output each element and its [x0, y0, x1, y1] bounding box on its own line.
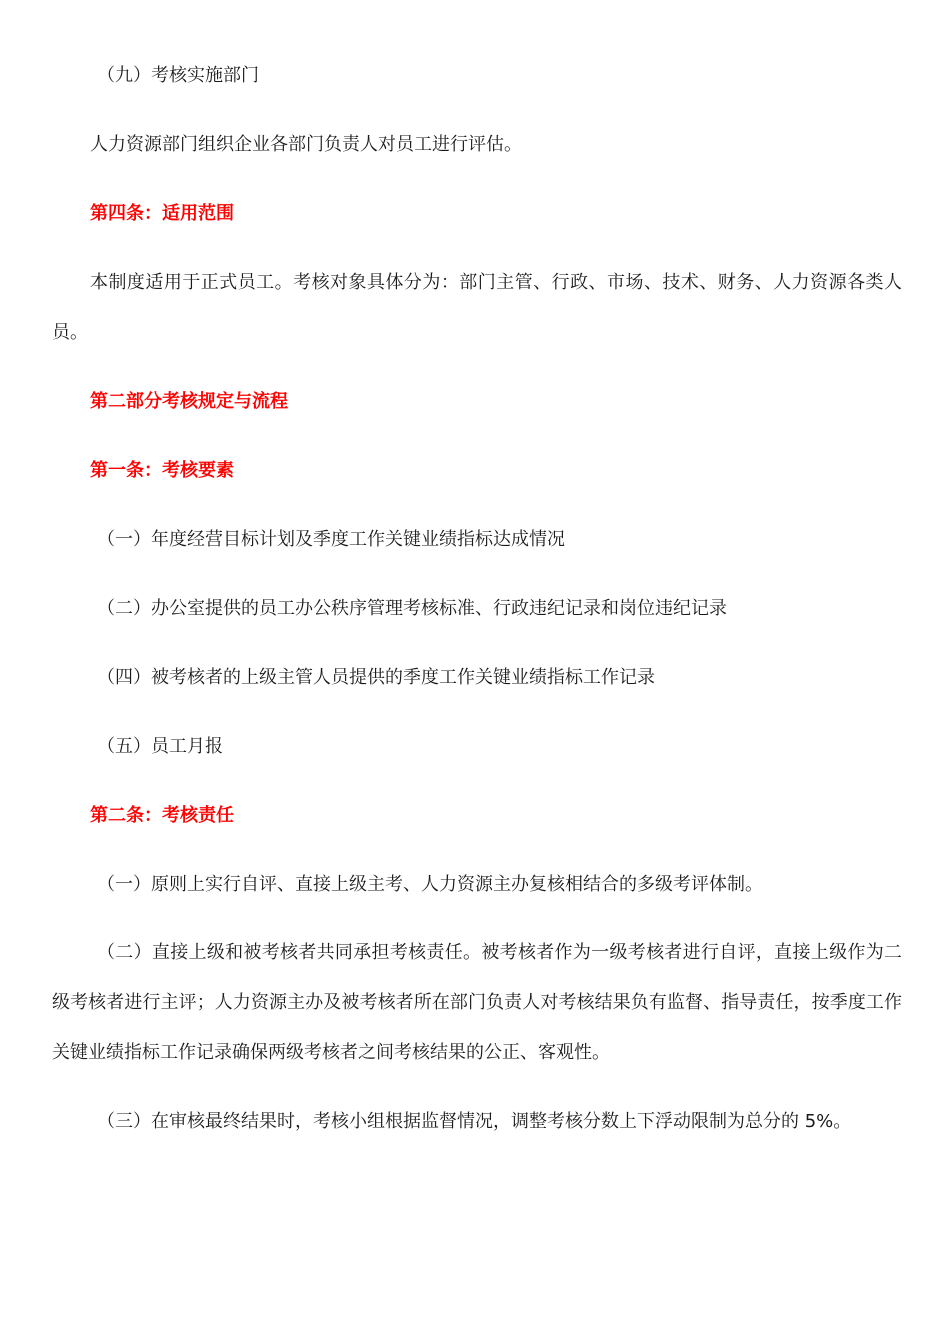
paragraph-hr-assessment: 人力资源部门组织企业各部门负责人对员工进行评估。 [90, 134, 522, 155]
element-item-five: （五）员工月报 [97, 736, 223, 757]
heading-article-two-responsibility: 第二条：考核责任 [90, 805, 234, 826]
heading-part-two: 第二部分考核规定与流程 [90, 391, 288, 412]
paragraph-scope: 本制度适用于正式员工。考核对象具体分为：部门主管、行政、市场、技术、财务、人力资源各类人员。 [52, 272, 902, 343]
responsibility-item-three: （三）在审核最终结果时，考核小组根据监督情况，调整考核分数上下浮动限制为总分的 5%。 [97, 1111, 852, 1132]
element-item-four: （四）被考核者的上级主管人员提供的季度工作关键业绩指标工作记录 [97, 667, 655, 688]
heading-article-one-elements: 第一条：考核要素 [90, 460, 234, 481]
item-nine-implementing-dept: （九）考核实施部门 [97, 65, 259, 86]
element-item-one: （一）年度经营目标计划及季度工作关键业绩指标达成情况 [97, 529, 565, 550]
heading-article-four-scope: 第四条：适用范围 [90, 203, 234, 224]
element-item-two: （二）办公室提供的员工办公秩序管理考核标准、行政违纪记录和岗位违纪记录 [97, 598, 727, 619]
responsibility-item-two: （二）直接上级和被考核者共同承担考核责任。被考核者作为一级考核者进行自评，直接上级作为二级考核者进行主评；人力资源主办及被考核者所在部门负责人对考核结果负有监督、指导责任，按季度工作关键业绩指标工作记录确保两级考核者之间考核结果的公正、客观性。 [52, 942, 902, 1063]
responsibility-item-one: （一）原则上实行自评、直接上级主考、人力资源主办复核相结合的多级考评体制。 [97, 874, 763, 895]
